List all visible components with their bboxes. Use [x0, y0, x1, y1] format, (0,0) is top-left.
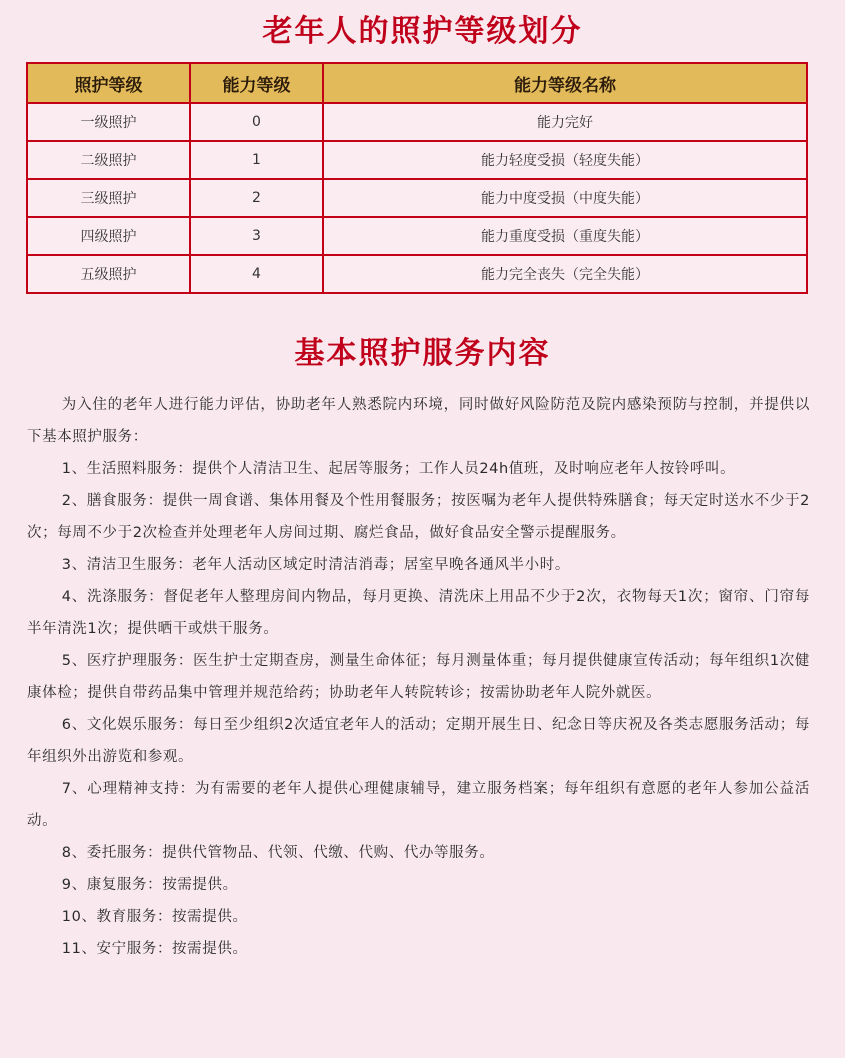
cell-ability-name: 能力中度受损（中度失能）	[323, 179, 807, 217]
table-row	[27, 103, 807, 141]
header-ability-name: 能力等级名称	[323, 63, 807, 103]
table-row	[27, 217, 807, 255]
service-item: 8、委托服务：提供代管物品、代领、代缴、代购、代办等服务。	[61, 845, 495, 861]
service-item: 11、安宁服务：按需提供。	[61, 941, 248, 957]
service-item: 5、医疗护理服务：医生护士定期查房，测量生命体征；每月测量体重；每月提供健康宣传活动；每年组织1次健康体检；提供自带药品集中管理并规范给药；协助老年人转院转诊；按需协助老年人院外就医。	[27, 653, 810, 701]
cell-ability-level: 3	[190, 217, 323, 255]
care-level-table	[26, 62, 808, 294]
table-row	[27, 179, 807, 217]
service-item: 10、教育服务：按需提供。	[61, 909, 248, 925]
intro-paragraph: 为入住的老年人进行能力评估，协助老年人熟悉院内环境，同时做好风险防范及院内感染预防与控制，并提供以下基本照护服务：	[27, 397, 810, 445]
cell-ability-level: 4	[190, 255, 323, 293]
header-care-level: 照护等级	[27, 63, 190, 103]
cell-ability-level: 1	[190, 141, 323, 179]
service-item: 7、心理精神支持：为有需要的老年人提供心理健康辅导，建立服务档案；每年组织有意愿的老年人参加公益活动。	[27, 781, 810, 829]
table-header-row	[27, 63, 807, 103]
header-ability-level: 能力等级	[190, 63, 323, 103]
service-item: 3、清洁卫生服务：老年人活动区域定时清洁消毒；居室早晚各通风半小时。	[61, 557, 570, 573]
table-row	[27, 255, 807, 293]
service-item: 1、生活照料服务：提供个人清洁卫生、起居等服务；工作人员24h值班，及时响应老年人按铃呼叫。	[61, 461, 736, 477]
table-row	[27, 141, 807, 179]
services-content	[27, 389, 810, 965]
cell-care-level: 四级照护	[27, 217, 190, 255]
service-item: 9、康复服务：按需提供。	[61, 877, 238, 893]
cell-ability-name: 能力完好	[323, 103, 807, 141]
service-item: 4、洗涤服务：督促老年人整理房间内物品，每月更换、清洗床上用品不少于2次，衣物每天1次；窗帘、门帘每半年清洗1次；提供晒干或烘干服务。	[27, 589, 810, 637]
service-item: 6、文化娱乐服务：每日至少组织2次适宜老年人的活动；定期开展生日、纪念日等庆祝及各类志愿服务活动；每年组织外出游览和参观。	[27, 717, 810, 765]
cell-ability-level: 0	[190, 103, 323, 141]
service-item: 2、膳食服务：提供一周食谱、集体用餐及个性用餐服务；按医嘱为老年人提供特殊膳食；每天定时送水不少于2次；每周不少于2次检查并处理老年人房间过期、腐烂食品，做好食品安全警示提醒服务。	[27, 493, 810, 541]
cell-care-level: 三级照护	[27, 179, 190, 217]
cell-care-level: 二级照护	[27, 141, 190, 179]
cell-ability-name: 能力完全丧失（完全失能）	[323, 255, 807, 293]
basic-care-services-title: 基本照护服务内容	[294, 336, 551, 371]
care-level-title: 老年人的照护等级划分	[262, 14, 583, 49]
cell-care-level: 一级照护	[27, 103, 190, 141]
cell-care-level: 五级照护	[27, 255, 190, 293]
cell-ability-name: 能力重度受损（重度失能）	[323, 217, 807, 255]
cell-ability-name: 能力轻度受损（轻度失能）	[323, 141, 807, 179]
cell-ability-level: 2	[190, 179, 323, 217]
